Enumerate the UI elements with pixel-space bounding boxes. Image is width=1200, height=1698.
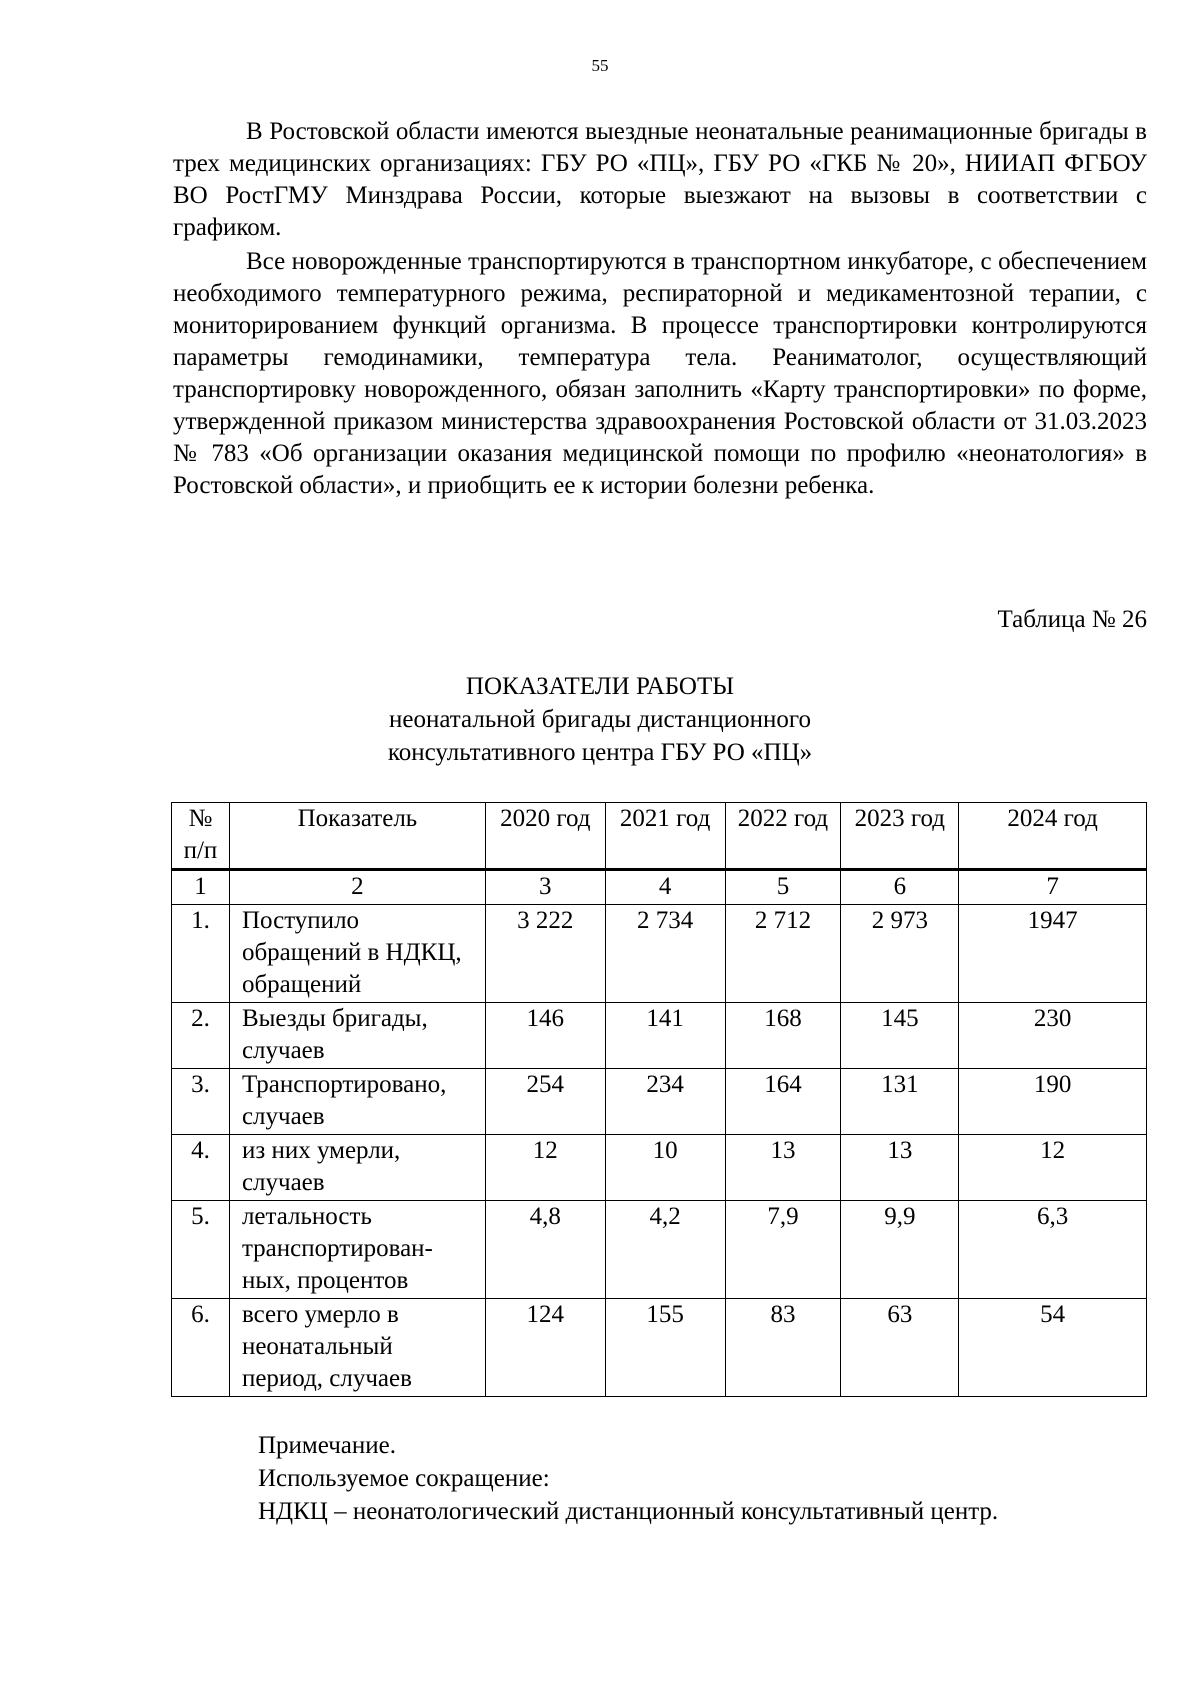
table-row xyxy=(172,1069,1147,1135)
row-indicator: Выезды бригады, случаев xyxy=(229,1003,485,1069)
cell-2022: 168 xyxy=(725,1003,841,1069)
column-number: 7 xyxy=(959,870,1147,905)
cell-2023: 2 973 xyxy=(841,905,959,1003)
table-subtitle-line2: консультативного центра ГБУ РО «ПЦ» xyxy=(387,739,813,766)
paragraph-transport: Все новорожденные транспортируются в транспортном инкубаторе, с обеспечением необходимого температурного режима, респираторной и медикаментозной терапии, с мониторированием функций организма. В процессе транспортировки контролируются параметры гемодинамики, температура тела. Реаниматолог, осуществляющий транспортировку новорожденного, обязан заполнить «Карту транспортировки» по форме, утвержденной приказом министерства здравоохранения Ростовской области от 31.03.2023 № 783 «Об организации оказания медицинской помощи по профилю «неонатология» в Ростовской области», и приобщить ее к истории болезни ребенка. xyxy=(173,248,1147,499)
table-row xyxy=(172,905,1147,1003)
cell-2021: 141 xyxy=(605,1003,725,1069)
header-2020: 2020 год xyxy=(485,803,605,870)
cell-2021: 234 xyxy=(605,1069,725,1135)
brigade-indicators-table xyxy=(171,802,1147,1397)
header-number: № п/п xyxy=(172,803,230,870)
column-number: 2 xyxy=(229,870,485,905)
cell-2020: 3 222 xyxy=(485,905,605,1003)
paragraph-brigades: В Ростовской области имеются выездные неонатальные реанимационные бригады в трех медицинских организациях: ГБУ РО «ПЦ», ГБУ РО «ГКБ № 20», НИИАП ФГБОУ ВО РостГМУ Минздрава России, которые выезжают на вызовы в соответствии с графиком. xyxy=(173,118,1147,241)
table-title: ПОКАЗАТЕЛИ РАБОТЫ xyxy=(465,673,735,700)
cell-2022: 83 xyxy=(725,1299,841,1397)
cell-2021: 10 xyxy=(605,1135,725,1201)
row-number: 3. xyxy=(172,1069,230,1135)
cell-2020: 146 xyxy=(485,1003,605,1069)
row-number: 6. xyxy=(172,1299,230,1397)
note-abbreviation: НДКЦ – неонатологический дистанционный консультативный центр. xyxy=(258,1498,999,1525)
page-number: 55 xyxy=(591,56,609,75)
header-2023: 2023 год xyxy=(841,803,959,870)
cell-2020: 124 xyxy=(485,1299,605,1397)
row-number: 5. xyxy=(172,1201,230,1299)
cell-2020: 4,8 xyxy=(485,1201,605,1299)
row-number: 2. xyxy=(172,1003,230,1069)
cell-2022: 164 xyxy=(725,1069,841,1135)
note-abbreviation-heading: Используемое сокращение: xyxy=(258,1465,550,1492)
row-indicator: Транспортировано, случаев xyxy=(229,1069,485,1135)
cell-2024: 54 xyxy=(959,1299,1147,1397)
column-number: 6 xyxy=(841,870,959,905)
cell-2022: 7,9 xyxy=(725,1201,841,1299)
table-row xyxy=(172,1201,1147,1299)
column-number: 1 xyxy=(172,870,230,905)
cell-2021: 155 xyxy=(605,1299,725,1397)
cell-2024: 6,3 xyxy=(959,1201,1147,1299)
note-heading: Примечание. xyxy=(258,1432,397,1459)
table-label: Таблица № 26 xyxy=(997,606,1147,633)
header-2021: 2021 год xyxy=(605,803,725,870)
row-number: 1. xyxy=(172,905,230,1003)
cell-2023: 145 xyxy=(841,1003,959,1069)
column-numbers-row xyxy=(172,870,1147,905)
cell-2024: 12 xyxy=(959,1135,1147,1201)
cell-2022: 13 xyxy=(725,1135,841,1201)
cell-2023: 13 xyxy=(841,1135,959,1201)
column-number: 3 xyxy=(485,870,605,905)
header-2022: 2022 год xyxy=(725,803,841,870)
table-header-row xyxy=(172,803,1147,870)
cell-2021: 4,2 xyxy=(605,1201,725,1299)
table-row xyxy=(172,1003,1147,1069)
cell-2020: 12 xyxy=(485,1135,605,1201)
table-row xyxy=(172,1135,1147,1201)
cell-2021: 2 734 xyxy=(605,905,725,1003)
table-row xyxy=(172,1299,1147,1397)
cell-2024: 1947 xyxy=(959,905,1147,1003)
column-number: 4 xyxy=(605,870,725,905)
cell-2023: 131 xyxy=(841,1069,959,1135)
cell-2023: 63 xyxy=(841,1299,959,1397)
row-indicator: всего умерло в неонатальный период, случаев xyxy=(229,1299,485,1397)
header-indicator: Показатель xyxy=(229,803,485,870)
cell-2022: 2 712 xyxy=(725,905,841,1003)
cell-2024: 190 xyxy=(959,1069,1147,1135)
header-2024: 2024 год xyxy=(959,803,1147,870)
row-indicator: Поступило обращений в НДКЦ, обращений xyxy=(229,905,485,1003)
row-indicator: летальность транспортирован-ных, процентов xyxy=(229,1201,485,1299)
table-subtitle-line1: неонатальной бригады дистанционного xyxy=(389,706,811,733)
row-indicator: из них умерли, случаев xyxy=(229,1135,485,1201)
column-number: 5 xyxy=(725,870,841,905)
cell-2023: 9,9 xyxy=(841,1201,959,1299)
row-number: 4. xyxy=(172,1135,230,1201)
cell-2020: 254 xyxy=(485,1069,605,1135)
cell-2024: 230 xyxy=(959,1003,1147,1069)
